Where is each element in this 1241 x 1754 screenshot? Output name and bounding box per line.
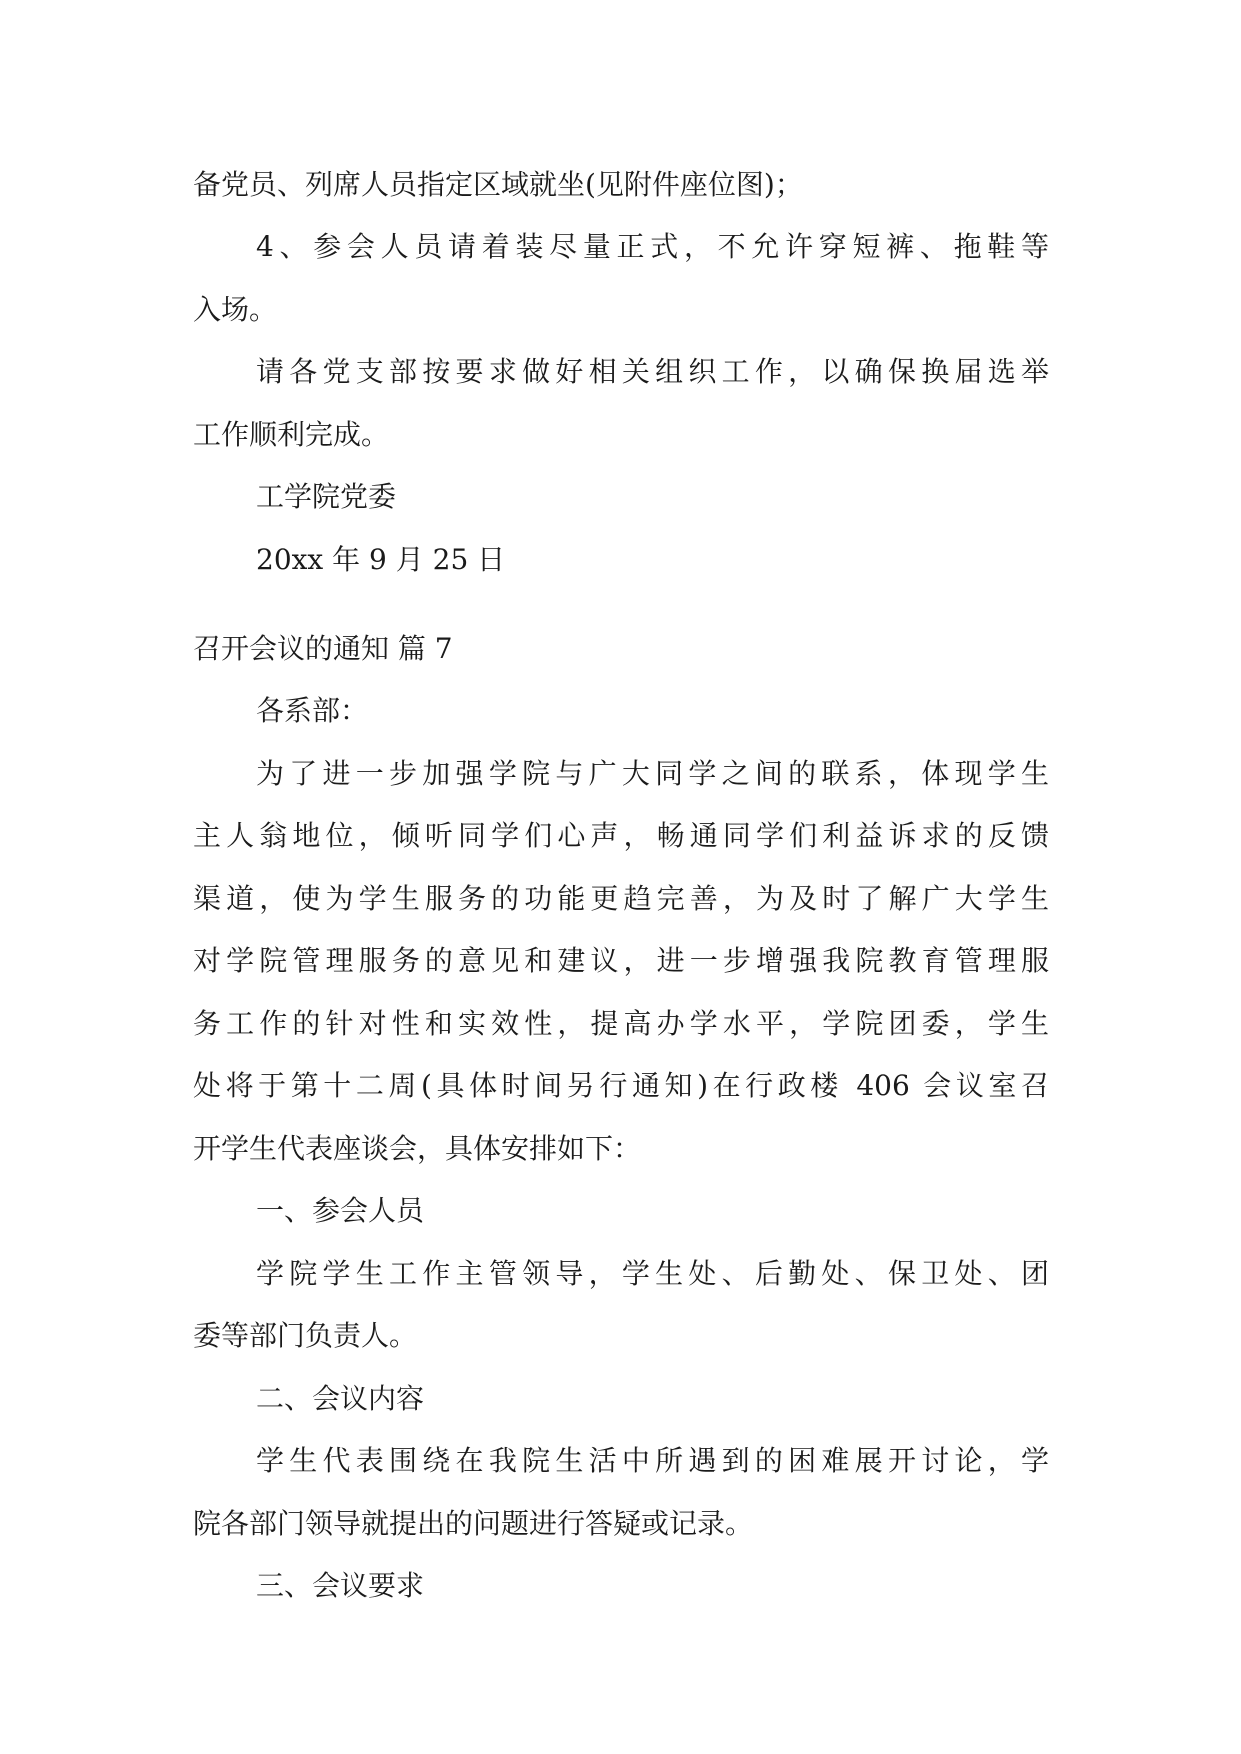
paragraph-line: 对学院管理服务的意见和建议，进一步增强我院教育管理服 (193, 944, 1049, 977)
paragraph-line: 委等部门负责人。 (193, 1319, 418, 1352)
paragraph-line: 处将于第十二周(具体时间另行通知)在行政楼 406 会议室召 (193, 1069, 1049, 1102)
paragraph-line: 院各部门领导就提出的问题进行答疑或记录。 (193, 1507, 754, 1540)
paragraph-line: 开学生代表座谈会，具体安排如下： (193, 1132, 642, 1165)
signature-org: 工学院党委 (256, 480, 397, 513)
paragraph-line: 为了进一步加强学院与广大同学之间的联系，体现学生 (256, 757, 1049, 790)
paragraph-line: 工作顺利完成。 (193, 418, 390, 451)
salutation: 各系部： (256, 694, 369, 727)
paragraph-line: 入场。 (193, 293, 278, 326)
section-heading: 召开会议的通知 篇 7 (193, 632, 453, 665)
signature-date: 20xx 年 9 月 25 日 (256, 543, 506, 576)
paragraph-line: 主人翁地位，倾听同学们心声，畅通同学们利益诉求的反馈 (193, 819, 1049, 852)
paragraph-line: 请各党支部按要求做好相关组织工作，以确保换届选举 (256, 355, 1049, 388)
subsection-heading: 三、会议要求 (256, 1569, 425, 1602)
paragraph-line: 渠道，使为学生服务的功能更趋完善，为及时了解广大学生 (193, 882, 1049, 915)
subsection-heading: 二、会议内容 (256, 1382, 425, 1415)
paragraph-line: 4、参会人员请着装尽量正式，不允许穿短裤、拖鞋等 (256, 230, 1049, 263)
subsection-heading: 一、参会人员 (256, 1194, 425, 1227)
paragraph-line: 学生代表围绕在我院生活中所遇到的困难展开讨论，学 (256, 1444, 1049, 1477)
paragraph-line: 学院学生工作主管领导，学生处、后勤处、保卫处、团 (256, 1257, 1049, 1290)
paragraph-line: 备党员、列席人员指定区域就坐(见附件座位图)； (193, 168, 803, 201)
paragraph-line: 务工作的针对性和实效性，提高办学水平，学院团委，学生 (193, 1007, 1049, 1040)
